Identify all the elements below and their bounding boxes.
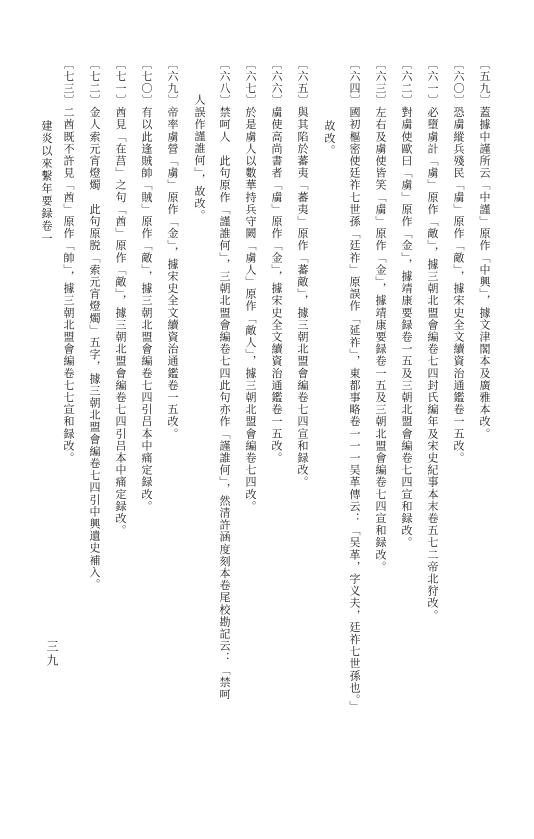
note-continuation-text: 人誤作謹誰何」，故改。 — [193, 94, 206, 222]
note-text: 〔六三〕左右及虜使皆笑「虜」原作「金」，據靖康要録卷一五及三朝北盟會編卷七四宣和録改。 — [374, 58, 387, 573]
note-64 — [348, 58, 361, 713]
book-title-header: 建炎以來繫年要録卷一 — [40, 120, 53, 245]
note-text: 〔六一〕必墮虜計「虜」原作「敵」，據三朝北盟會編卷七四封氏編年及宋史紀事本末卷五七二帝北狩改。 — [426, 58, 439, 622]
note-61 — [426, 58, 439, 708]
note-text: 〔六九〕帝率虜營「虜」原作「金」，據宋史全文續資治通鑑卷一五改。 — [166, 58, 179, 440]
note-68-continuation — [193, 94, 206, 744]
note-text: 〔六〇〕恐虜縱兵殘民「虜」原作「敵」，據宋史全文續資治通鑑卷一五改。 — [452, 58, 465, 464]
note-text: 〔六七〕於是虜人以數華持兵守闕「虜人」原作「敵人」，據三朝北盟會編卷七四改。 — [244, 58, 257, 513]
note-text: 〔七二〕金人索元宵燈燭 此句原脱「索元宵燈燭」五字，據三朝北盟會編卷七四引中興遺史補入。 — [88, 58, 101, 591]
page-number: 三九 — [45, 640, 59, 668]
note-67 — [244, 58, 257, 708]
note-text: 〔六五〕與其陷於蕃夷「蕃夷」原作「蕃敵」，據三朝北盟會編卷七四宣和録改。 — [296, 58, 309, 489]
note-60 — [452, 58, 465, 708]
note-69 — [166, 58, 179, 708]
note-text: 〔七一〕酋見「在莒」之句「酋」原作「敵」，據三朝北盟會編卷七四引吕本中痛定録改。 — [114, 58, 127, 537]
note-text: 〔六八〕禁呵人 此句原作「謹誰何」，三朝北盟會編卷七四此句亦作「謹誰何」，然清許涵度刻本卷尾校勘記云：「禁呵 — [218, 58, 231, 701]
note-73 — [62, 58, 75, 708]
note-62 — [400, 58, 413, 708]
note-68 — [218, 58, 231, 708]
note-text: 〔六四〕國初樞密使廷祚七世孫「廷祚」原誤作「延祚」，東都事略卷一一一吴革傳云：「吴革，字义夫，廷祚七世孫也。」 — [348, 58, 361, 713]
note-71 — [114, 58, 127, 708]
note-text: 〔六六〕虜使高尚書者「虜」原作「金」，據宋史全文續資治通鑑卷一五改。 — [270, 58, 283, 464]
note-text: 〔七〇〕有以此逢賊帥「賊」原作「敵」，據三朝北盟會編卷七四引吕本中痛定録改。 — [140, 58, 153, 513]
note-64-continuation — [323, 120, 336, 770]
note-text: 〔七三〕二酋既不許見「酋」原作「帥」，據三朝北盟會編卷七七宣和録改。 — [62, 58, 75, 464]
note-59 — [478, 58, 491, 708]
note-70 — [140, 58, 153, 708]
note-66 — [270, 58, 283, 708]
note-text: 〔六二〕對虜使歐曰「虜」原作「金」，據靖康要録卷一五及三朝北盟會編卷七四宣和録改。 — [400, 58, 413, 549]
note-63 — [374, 58, 387, 708]
note-72 — [88, 58, 101, 708]
note-continuation-text: 故改。 — [323, 120, 336, 157]
note-65 — [296, 58, 309, 708]
note-text: 〔五九〕蓋據中謹所云「中謹」原作「中興」，據文津閣本及廣雅本改。 — [478, 58, 491, 440]
